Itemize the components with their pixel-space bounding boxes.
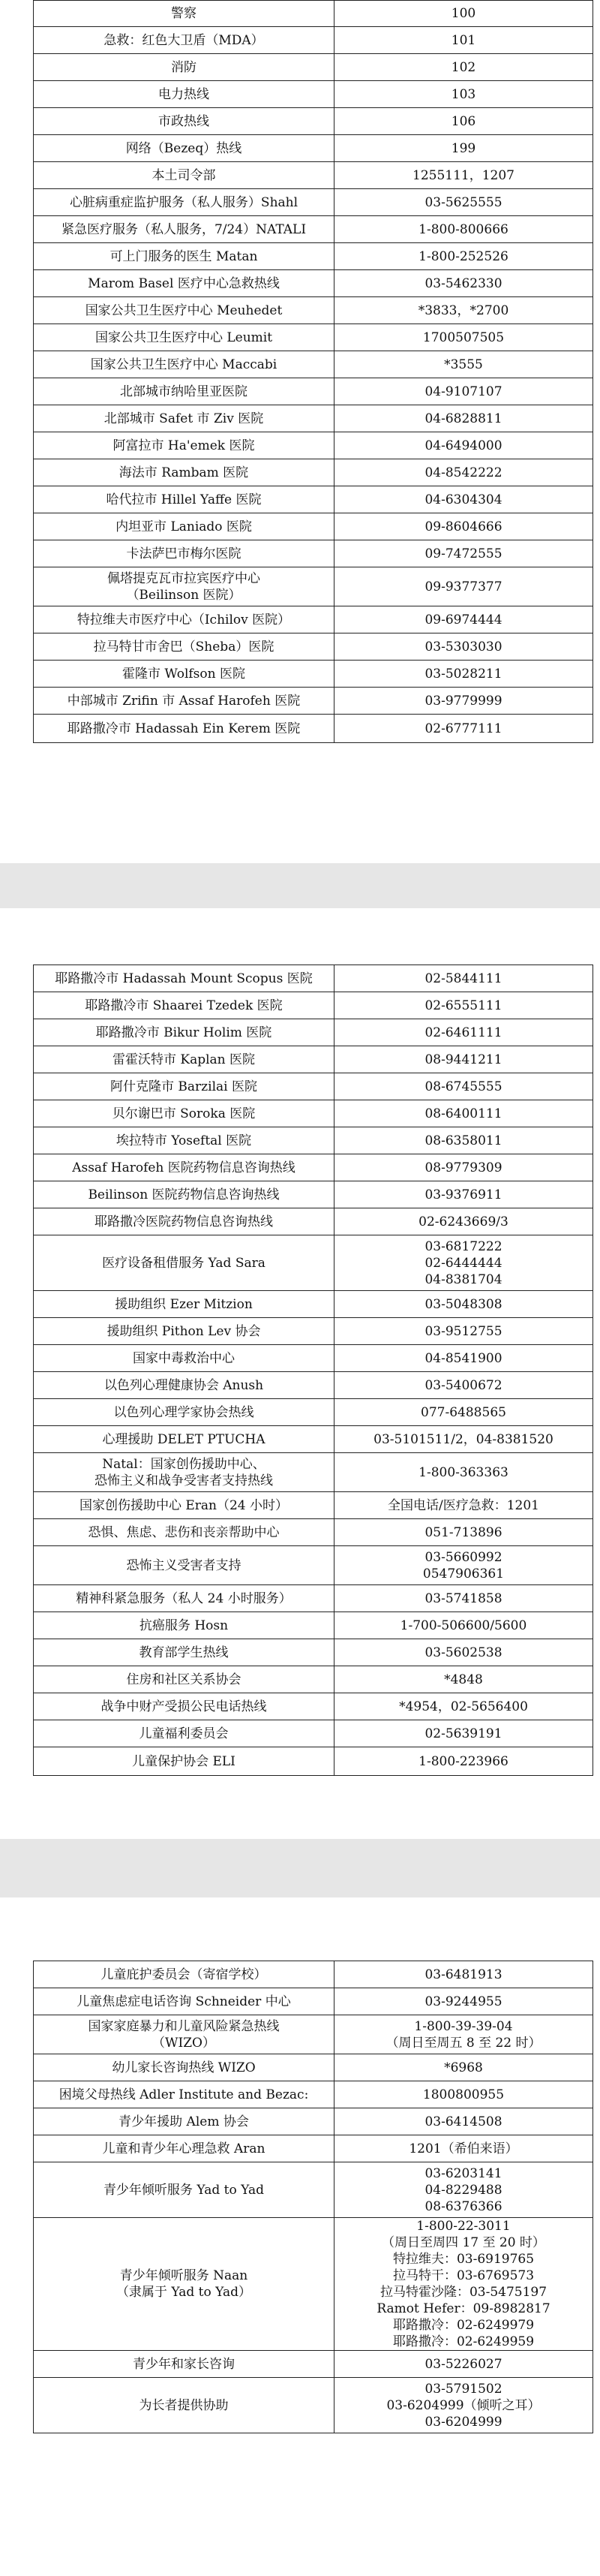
table-row [34, 108, 593, 135]
table-row [34, 567, 593, 606]
phone-number: *6968 [334, 2054, 593, 2081]
table-row [34, 633, 593, 661]
table-row [34, 2015, 593, 2054]
phone-number: 1-700-506600/5600 [334, 1612, 593, 1639]
service-name: 国家中毒救治中心 [34, 1345, 334, 1372]
phone-number: 08-6745555 [334, 1073, 593, 1100]
contact-table-3 [33, 1961, 593, 2433]
service-name: Marom Basel 医疗中心急救热线 [34, 270, 334, 297]
phone-number: 02-6555111 [334, 992, 593, 1019]
table-row [34, 606, 593, 633]
phone-number: 全国电话/医疗急救：1201 [334, 1492, 593, 1519]
table-row [34, 688, 593, 715]
phone-number: 1-800-223966 [334, 1747, 593, 1776]
service-name: 青少年援助 Alem 协会 [34, 2108, 334, 2135]
table-row [34, 1639, 593, 1666]
phone-number: *3555 [334, 351, 593, 378]
phone-number: 03-9244955 [334, 1988, 593, 2015]
service-name: 幼儿家长咨询热线 WIZO [34, 2054, 334, 2081]
service-name: 可上门服务的医生 Matan [34, 243, 334, 270]
service-name: 警察 [34, 1, 334, 27]
service-name: 特拉维夫市医疗中心（Ichilov 医院） [34, 606, 334, 633]
phone-number: 1-800-22-3011 （周日至周四 17 至 20 时） 特拉维夫：03-6919765 拉马特干：03-6769573 拉马特霍沙隆：03-5475197 Ramot Hefer：09-8982817 耶路撒冷：02-6249979 耶路撒冷：02-6249959 [334, 2218, 593, 2351]
contact-table-1 [33, 0, 593, 743]
service-name: 中部城市 Zrifin 市 Assaf Harofeh 医院 [34, 688, 334, 715]
service-name: 心理援助 DELET PTUCHA [34, 1426, 334, 1453]
service-name: 为长者提供协助 [34, 2378, 334, 2433]
table-row [34, 162, 593, 189]
table-row [34, 1181, 593, 1208]
service-name: 国家公共卫生医疗中心 Meuhedet [34, 297, 334, 324]
phone-number: 04-9107107 [334, 378, 593, 405]
table-row [34, 1546, 593, 1585]
phone-number: 02-6243669/3 [334, 1208, 593, 1235]
service-name: 青少年倾听服务 Yad to Yad [34, 2162, 334, 2218]
phone-number: 106 [334, 108, 593, 135]
service-name: 耶路撒冷市 Shaarei Tzedek 医院 [34, 992, 334, 1019]
contact-table-2 [33, 964, 593, 1776]
table-row [34, 2135, 593, 2162]
table-row [34, 243, 593, 270]
service-name: 耶路撒冷医院药物信息咨询热线 [34, 1208, 334, 1235]
service-name: 耶路撒冷市 Bikur Holim 医院 [34, 1019, 334, 1046]
service-name: Natal：国家创伤援助中心、 恐怖主义和战争受害者支持热线 [34, 1453, 334, 1492]
phone-number: *4954，02-5656400 [334, 1693, 593, 1720]
phone-number: 03-5400672 [334, 1372, 593, 1399]
phone-number: 03-5048308 [334, 1291, 593, 1318]
service-name: 国家创伤援助中心 Eran（24 小时） [34, 1492, 334, 1519]
service-name: 佩塔提克瓦市拉宾医疗中心 （Beilinson 医院） [34, 567, 334, 606]
table-row [34, 405, 593, 432]
phone-number: 1800800955 [334, 2081, 593, 2108]
table-row [34, 1585, 593, 1612]
service-name: Beilinson 医院药物信息咨询热线 [34, 1181, 334, 1208]
service-name: 青少年和家长咨询 [34, 2351, 334, 2378]
phone-number: 1201（希伯来语） [334, 2135, 593, 2162]
phone-number: 03-5101511/2，04-8381520 [334, 1426, 593, 1453]
table-row [34, 540, 593, 567]
service-name: 青少年倾听服务 Naan （隶属于 Yad to Yad） [34, 2218, 334, 2351]
phone-number: 1-800-800666 [334, 216, 593, 243]
service-name: 心脏病重症监护服务（私人服务）Shahl [34, 189, 334, 216]
service-name: 医疗设备租借服务 Yad Sara [34, 1235, 334, 1291]
service-name: 困境父母热线 Adler Institute and Bezac: [34, 2081, 334, 2108]
table-row [34, 459, 593, 486]
table-row [34, 661, 593, 688]
table-row [34, 513, 593, 540]
phone-number: 1-800-39-39-04 （周日至周五 8 至 22 时） [334, 2015, 593, 2054]
phone-number: 1-800-363363 [334, 1453, 593, 1492]
table-row [34, 81, 593, 108]
table-row [34, 1666, 593, 1693]
phone-number: 02-6777111 [334, 715, 593, 743]
phone-number: 08-6400111 [334, 1100, 593, 1127]
table-row [34, 270, 593, 297]
phone-number: 08-9441211 [334, 1046, 593, 1073]
table-row [34, 965, 593, 992]
phone-number: 09-9377377 [334, 567, 593, 606]
service-name: 恐惧、焦虑、悲伤和丧亲帮助中心 [34, 1519, 334, 1546]
service-name: 霍隆市 Wolfson 医院 [34, 661, 334, 688]
table-row [34, 1612, 593, 1639]
service-name: 儿童保护协会 ELI [34, 1747, 334, 1776]
table-row [34, 1127, 593, 1154]
service-name: 市政热线 [34, 108, 334, 135]
table-row [34, 1345, 593, 1372]
phone-number: 102 [334, 54, 593, 81]
service-name: 电力热线 [34, 81, 334, 108]
service-name: 战争中财产受损公民电话热线 [34, 1693, 334, 1720]
service-name: 急救：红色大卫盾（MDA） [34, 27, 334, 54]
table-row [34, 1453, 593, 1492]
table-row [34, 1988, 593, 2015]
phone-number: 03-5462330 [334, 270, 593, 297]
phone-number: 04-8542222 [334, 459, 593, 486]
service-name: 援助组织 Pithon Lev 协会 [34, 1318, 334, 1345]
service-name: 海法市 Rambam 医院 [34, 459, 334, 486]
table-row [34, 1, 593, 27]
phone-number: 051-713896 [334, 1519, 593, 1546]
phone-number: 1700507505 [334, 324, 593, 351]
phone-number: 03-5028211 [334, 661, 593, 688]
service-name: 国家公共卫生医疗中心 Maccabi [34, 351, 334, 378]
table-row [34, 2218, 593, 2351]
table-row [34, 1318, 593, 1345]
table-row [34, 1961, 593, 1988]
phone-number: 03-5741858 [334, 1585, 593, 1612]
phone-number: 02-5844111 [334, 965, 593, 992]
phone-number: 03-5303030 [334, 633, 593, 661]
table-row [34, 297, 593, 324]
table-row [34, 1720, 593, 1747]
phone-number: 03-9779999 [334, 688, 593, 715]
service-name: 儿童庇护委员会（寄宿学校） [34, 1961, 334, 1988]
service-name: 紧急医疗服务（私人服务，7/24）NATALI [34, 216, 334, 243]
table-row [34, 1235, 593, 1291]
service-name: 耶路撒冷市 Hadassah Mount Scopus 医院 [34, 965, 334, 992]
phone-number: 04-6494000 [334, 432, 593, 459]
service-name: 卡法萨巴市梅尔医院 [34, 540, 334, 567]
table-row [34, 486, 593, 513]
phone-number: 03-5226027 [334, 2351, 593, 2378]
table-row [34, 216, 593, 243]
table-row [34, 54, 593, 81]
service-name: 儿童焦虑症电话咨询 Schneider 中心 [34, 1988, 334, 2015]
table-row [34, 378, 593, 405]
phone-number: 08-9779309 [334, 1154, 593, 1181]
table-row [34, 324, 593, 351]
table-row [34, 1426, 593, 1453]
table-row [34, 1519, 593, 1546]
service-name: 抗癌服务 Hosn [34, 1612, 334, 1639]
table-row [34, 27, 593, 54]
table-row [34, 2162, 593, 2218]
service-name: 内坦亚市 Laniado 医院 [34, 513, 334, 540]
phone-number: 02-6461111 [334, 1019, 593, 1046]
service-name: 以色列心理健康协会 Anush [34, 1372, 334, 1399]
table-row [34, 1291, 593, 1318]
service-name: 本土司令部 [34, 162, 334, 189]
table-row [34, 351, 593, 378]
phone-number: 04-8541900 [334, 1345, 593, 1372]
phone-number: 077-6488565 [334, 1399, 593, 1426]
phone-number: 03-6203141 04-8229488 08-6376366 [334, 2162, 593, 2218]
page-separator [0, 1839, 600, 1897]
phone-number: 03-5602538 [334, 1639, 593, 1666]
table-row [34, 1154, 593, 1181]
service-name: 耶路撒冷市 Hadassah Ein Kerem 医院 [34, 715, 334, 743]
phone-number: 09-6974444 [334, 606, 593, 633]
table-row [34, 1399, 593, 1426]
service-name: 北部城市纳哈里亚医院 [34, 378, 334, 405]
service-name: 拉马特甘市舍巴（Sheba）医院 [34, 633, 334, 661]
phone-number: *4848 [334, 1666, 593, 1693]
phone-number: 1255111，1207 [334, 162, 593, 189]
phone-number: 03-5791502 03-6204999（倾听之耳） 03-6204999 [334, 2378, 593, 2433]
service-name: Assaf Harofeh 医院药物信息咨询热线 [34, 1154, 334, 1181]
phone-number: 03-6414508 [334, 2108, 593, 2135]
service-name: 消防 [34, 54, 334, 81]
phone-number: 101 [334, 27, 593, 54]
table-row [34, 1492, 593, 1519]
phone-number: 04-6304304 [334, 486, 593, 513]
service-name: 阿富拉市 Ha'emek 医院 [34, 432, 334, 459]
service-name: 以色列心理学家协会热线 [34, 1399, 334, 1426]
table-row [34, 135, 593, 162]
phone-number: 09-8604666 [334, 513, 593, 540]
service-name: 援助组织 Ezer Mitzion [34, 1291, 334, 1318]
table-row [34, 715, 593, 743]
phone-number: 03-9512755 [334, 1318, 593, 1345]
service-name: 住房和社区关系协会 [34, 1666, 334, 1693]
table-row [34, 432, 593, 459]
table-row [34, 2378, 593, 2433]
service-name: 网络（Bezeq）热线 [34, 135, 334, 162]
phone-number: 09-7472555 [334, 540, 593, 567]
phone-number: 02-5639191 [334, 1720, 593, 1747]
phone-number: 03-5625555 [334, 189, 593, 216]
table-row [34, 1100, 593, 1127]
service-name: 哈代拉市 Hillel Yaffe 医院 [34, 486, 334, 513]
phone-number: 1-800-252526 [334, 243, 593, 270]
service-name: 儿童和青少年心理急救 Aran [34, 2135, 334, 2162]
phone-number: 103 [334, 81, 593, 108]
phone-number: 03-5660992 0547906361 [334, 1546, 593, 1585]
service-name: 教育部学生热线 [34, 1639, 334, 1666]
table-row [34, 1046, 593, 1073]
table-row [34, 1372, 593, 1399]
table-row [34, 1019, 593, 1046]
phone-number: 08-6358011 [334, 1127, 593, 1154]
table-row [34, 992, 593, 1019]
table-row [34, 2108, 593, 2135]
table-row [34, 1208, 593, 1235]
table-row [34, 1073, 593, 1100]
table-row [34, 2054, 593, 2081]
phone-number: 03-6481913 [334, 1961, 593, 1988]
table-row [34, 1747, 593, 1776]
table-row [34, 1693, 593, 1720]
service-name: 阿什克隆市 Barzilai 医院 [34, 1073, 334, 1100]
service-name: 贝尔谢巴市 Soroka 医院 [34, 1100, 334, 1127]
table-row [34, 2351, 593, 2378]
service-name: 国家公共卫生医疗中心 Leumit [34, 324, 334, 351]
phone-number: 03-9376911 [334, 1181, 593, 1208]
phone-number: 199 [334, 135, 593, 162]
table-row [34, 189, 593, 216]
service-name: 儿童福利委员会 [34, 1720, 334, 1747]
table-row [34, 2081, 593, 2108]
phone-number: *3833，*2700 [334, 297, 593, 324]
phone-number: 04-6828811 [334, 405, 593, 432]
service-name: 国家家庭暴力和儿童风险紧急热线 （WIZO） [34, 2015, 334, 2054]
service-name: 精神科紧急服务（私人 24 小时服务） [34, 1585, 334, 1612]
service-name: 恐怖主义受害者支持 [34, 1546, 334, 1585]
page-separator [0, 863, 600, 908]
service-name: 雷霍沃特市 Kaplan 医院 [34, 1046, 334, 1073]
service-name: 埃拉特市 Yoseftal 医院 [34, 1127, 334, 1154]
service-name: 北部城市 Safet 市 Ziv 医院 [34, 405, 334, 432]
phone-number: 03-6817222 02-6444444 04-8381704 [334, 1235, 593, 1291]
phone-number: 100 [334, 1, 593, 27]
